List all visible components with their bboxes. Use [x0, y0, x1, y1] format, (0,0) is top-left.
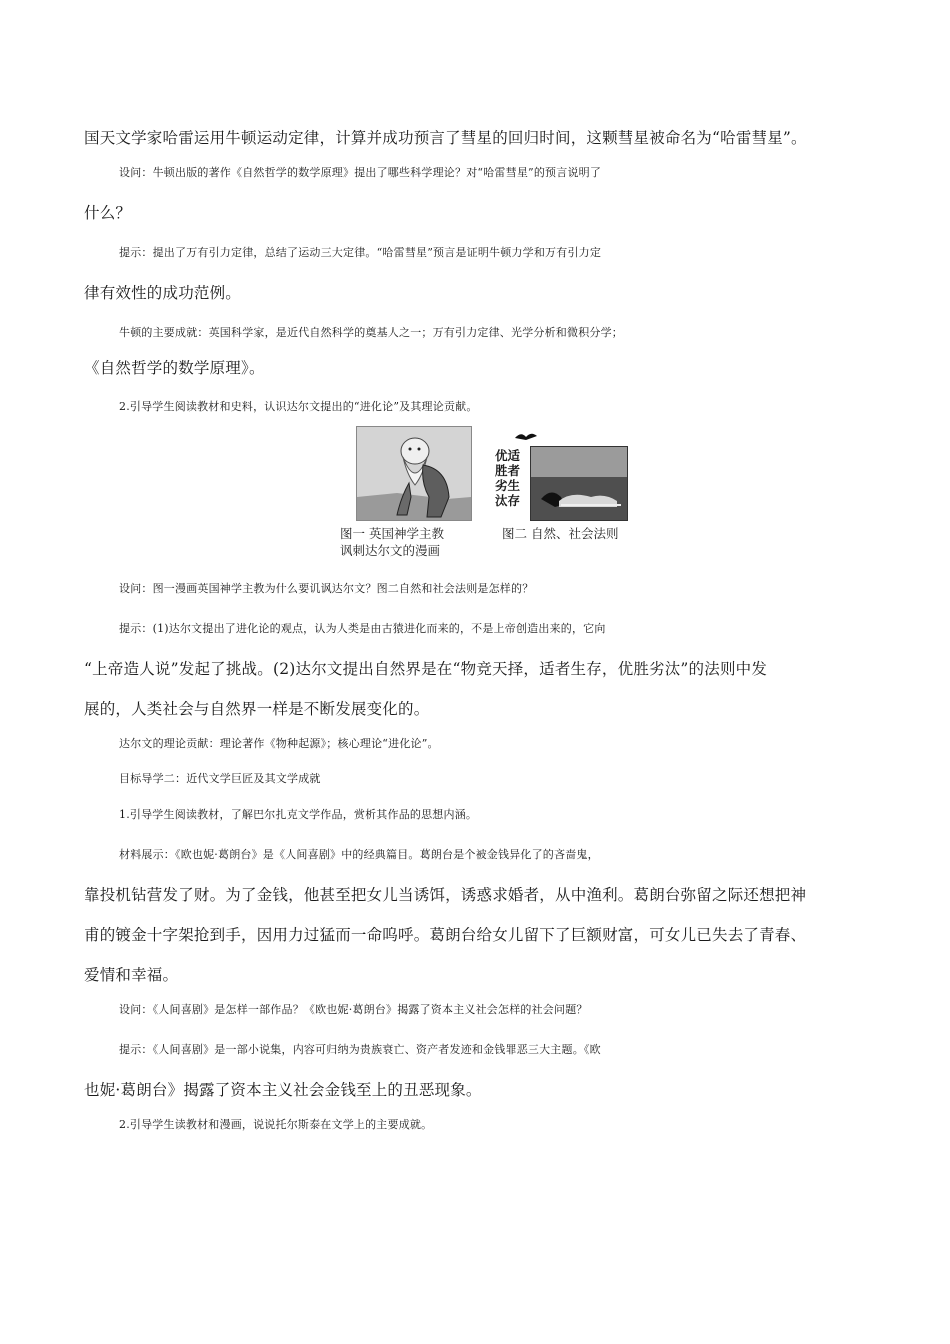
paragraph-line: 展的，人类社会与自然界一样是不断发展变化的。 [84, 700, 430, 718]
vertical-text-line: 优适 [495, 448, 521, 463]
paragraph-line: 《自然哲学的数学原理》。 [84, 359, 265, 377]
paragraph-line: “上帝造人说”发起了挑战。(2)达尔文提出自然界是在“物竞天择，适者生存，优胜劣汰”的法则中发 [84, 660, 768, 678]
paragraph-hint: 提示：《人间喜剧》是一部小说集，内容可归纳为贵族衰亡、资产者发迹和金钱罪恶三大主题。《欧 [119, 1043, 601, 1056]
vertical-text-line: 汰存 [495, 493, 521, 508]
paragraph-darwin-contribution: 达尔文的理论贡献：理论著作《物种起源》；核心理论“进化论”。 [119, 737, 439, 750]
whale-photo [530, 446, 628, 521]
figure1-caption-line1: 图一 英国神学主教 [340, 526, 444, 541]
paragraph-hint: 提示：(1)达尔文提出了进化论的观点，认为人类是由古猿进化而来的，不是上帝创造出来的，它向 [119, 622, 606, 635]
vertical-text-line: 胜者 [495, 463, 521, 478]
paragraph-question: 设问：牛顿出版的著作《自然哲学的数学原理》提出了哪些科学理论？对“哈雷彗星”的预言说明了 [119, 166, 602, 179]
figure1-caption-line2: 讽刺达尔文的漫画 [340, 543, 441, 558]
paragraph-guide-tolstoy: 2.引导学生读教材和漫画，说说托尔斯泰在文学上的主要成就。 [119, 1118, 433, 1131]
paragraph-question: 设问：《人间喜剧》是怎样一部作品？《欧也妮·葛朗台》揭露了资本主义社会怎样的社会问题？ [119, 1003, 588, 1016]
bird-icon [513, 428, 539, 444]
vertical-text-line: 劣生 [495, 478, 521, 493]
paragraph-line: 国天文学家哈雷运用牛顿运动定律，计算并成功预言了彗星的回归时间，这颗彗星被命名为“哈雷彗星”。 [84, 129, 807, 147]
paragraph-guide-balzac: 1.引导学生阅读教材，了解巴尔扎克文学作品，赏析其作品的思想内涵。 [119, 808, 478, 821]
paragraph-line: 律有效性的成功范例。 [84, 284, 242, 302]
figure2-caption: 图二 自然、社会法则 [502, 526, 619, 541]
paragraph-newton-achievements: 牛顿的主要成就：英国科学家，是近代自然科学的奠基人之一；万有引力定律、光学分析和微积分学； [119, 326, 623, 339]
paragraph-line: 爱情和幸福。 [84, 966, 179, 984]
darwin-cartoon-image [356, 426, 472, 521]
paragraph-line: 靠投机钻营发了财。为了金钱，他甚至把女儿当诱饵，诱惑求婚者，从中渔利。葛朗台弥留之际还想把神 [84, 886, 807, 904]
paragraph-question: 设问：图一漫画英国神学主教为什么要讥讽达尔文？图二自然和社会法则是怎样的？ [119, 582, 534, 595]
nature-law-image [495, 426, 627, 519]
paragraph-material: 材料展示：《欧也妮·葛朗台》是《人间喜剧》中的经典篇目。葛朗台是个被金钱异化了的吝啬鬼， [119, 848, 599, 861]
section-heading-goal-two: 目标导学二：近代文学巨匠及其文学成就 [119, 772, 321, 785]
paragraph-line: 什么？ [84, 204, 132, 222]
paragraph-line: 也妮·葛朗台》揭露了资本主义社会金钱至上的丑恶现象。 [84, 1081, 482, 1099]
paragraph-hint: 提示：提出了万有引力定律，总结了运动三大定律。“哈雷彗星”预言是证明牛顿力学和万有引力定 [119, 246, 602, 259]
nature-law-vertical-text [495, 448, 520, 508]
paragraph-line: 甫的镀金十字架抢到手，因用力过猛而一命呜呼。葛朗台给女儿留下了巨额财富，可女儿已失去了青春、 [84, 926, 807, 944]
paragraph-guide-darwin: 2.引导学生阅读教材和史料，认识达尔文提出的“进化论”及其理论贡献。 [119, 400, 478, 413]
darwin-figure [330, 426, 650, 561]
